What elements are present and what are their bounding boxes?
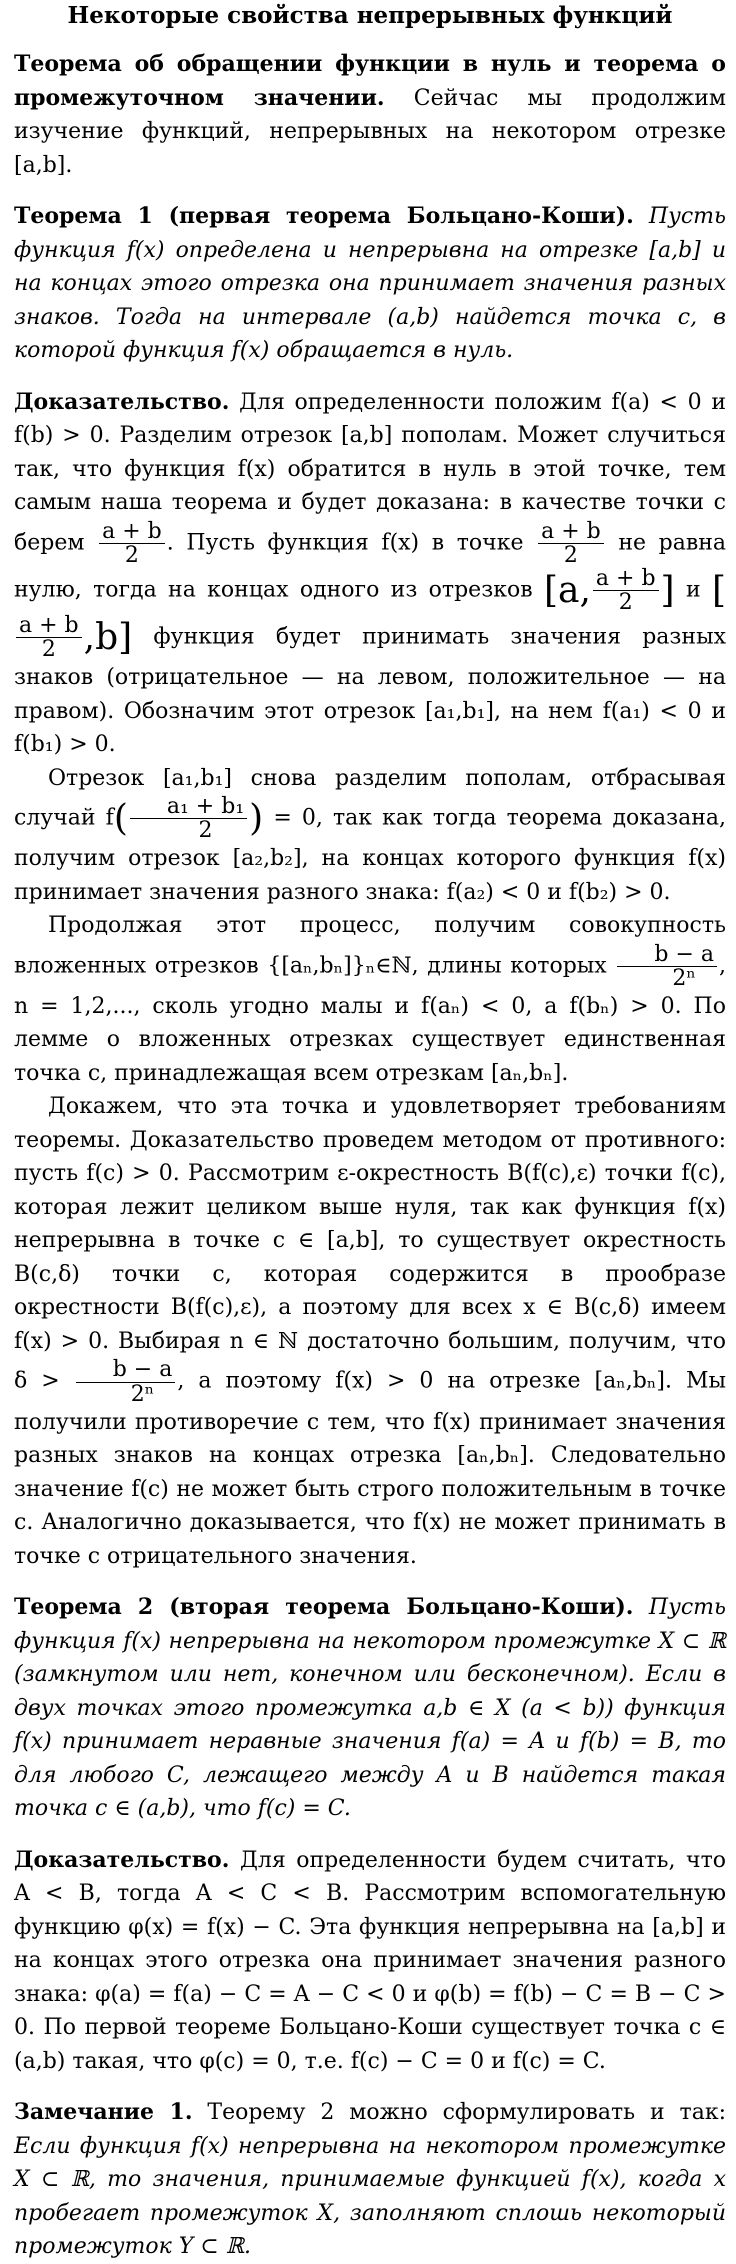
remark-1 bbox=[14, 2096, 726, 2264]
fraction-numerator: b − a bbox=[76, 1358, 176, 1382]
proof-1-text-2b: = 0, так как тогда теорема доказана, получим отрезок [a₂,b₂], на концах которого функция f(x) принимает значения разного знака: f(a₂) < 0 и f(b₂) > 0. bbox=[14, 805, 727, 905]
section-intro-text: Сейчас мы продолжим изучение функций, непрерывных на некотором отрезке [a,b]. bbox=[14, 85, 726, 178]
proof-1-text-4a: Докажем, что эта точка и удовлетворяет требованиям теоремы. Доказательство проведем методом от противного: пусть f(c) > 0. Рассмотрим ε-окрестность B(f(c),ε) точки f(c), которая лежит целиком выше нуля, так как функция f(x) непрерывна в точке c ∈ [a,b], то существует окрестность B(c,δ) точки c, которая содержится в прообразе окрестности B(f(c),ε), а поэтому для всех x ∈ B(c,δ) имеем f(x) > 0. Выбирая n ∈ ℕ достаточно большим, получим, что δ > bbox=[14, 1094, 726, 1395]
theorem-2-heading: Теорема 2 (вторая теорема Больцано-Коши). bbox=[14, 1594, 634, 1621]
proof-1-paragraph-1 bbox=[14, 386, 726, 762]
fraction-a-plus-b-over-2 bbox=[538, 520, 604, 567]
proof-1-text-d: и bbox=[685, 577, 701, 603]
fraction-numerator: a + b bbox=[16, 614, 82, 638]
segment-1-close: ] bbox=[660, 569, 675, 611]
paren-close: ) bbox=[249, 797, 264, 839]
proof-1-text-c: не равна нулю, тогда на концах одного из отрезков bbox=[14, 530, 727, 603]
fraction-a-plus-b-over-2 bbox=[593, 567, 659, 614]
segment-2-open: [ bbox=[711, 569, 727, 611]
segment-1-open: [a, bbox=[543, 569, 591, 611]
theorem-2 bbox=[14, 1591, 726, 1826]
proof-1-text-3a: Продолжая этот процесс, получим совокупность вложенных отрезков {[aₙ,bₙ]}ₙ∈ℕ, длины которых bbox=[14, 913, 726, 979]
fraction-numerator: b − a bbox=[617, 943, 717, 967]
remark-1-text: Теорему 2 можно сформулировать и так: bbox=[207, 2100, 726, 2126]
fraction-numerator: a₁ + b₁ bbox=[130, 795, 247, 819]
remark-1-statement: Если функция f(x) непрерывна на некотором промежутке X ⊂ ℝ, то значения, принимаемые функцией f(x), когда x пробегает промежуток X, заполняют сплошь некоторый промежуток Y ⊂ ℝ. bbox=[14, 2133, 726, 2260]
fraction-denominator: 2 bbox=[41, 636, 56, 662]
fraction-denominator: 2 bbox=[198, 818, 213, 844]
theorem-2-statement: Пусть функция f(x) непрерывна на некотором промежутке X ⊂ ℝ (замкнутом или нет, конечном или бесконечном). Если в двух точках этого промежутка a,b ∈ X (a < b)) функция f(x) принимает неравные значения f(a) = A и f(b) = B, то для любого C, лежащего между A и B найдется такая точка c ∈ (a,b), что f(c) = C. bbox=[14, 1595, 727, 1822]
proof-2 bbox=[14, 1844, 726, 2079]
proof-1-paragraph-3 bbox=[14, 909, 726, 1090]
paren-open: ( bbox=[113, 797, 128, 839]
proof-1-paragraph-4 bbox=[14, 1090, 726, 1573]
proof-1-paragraph-2 bbox=[14, 762, 726, 910]
proof-1-text-e: функция будет принимать значения разных знаков (отрицательное — на левом, положительное — на правом). Обозначим этот отрезок [a₁,b₁], на нем f(a₁) < 0 и f(b₁) > 0. bbox=[14, 624, 727, 758]
fraction-b-minus-a-over-2n bbox=[76, 1358, 176, 1405]
proof-2-label: Доказательство. bbox=[14, 1846, 230, 1873]
fraction-a1-plus-b1-over-2 bbox=[130, 795, 247, 842]
page-title: Некоторые свойства непрерывных функций bbox=[67, 2, 673, 29]
proof-1-label: Доказательство. bbox=[14, 388, 230, 415]
section-heading: Теорема об обращении функции в нуль и теорема о промежуточном значении. bbox=[14, 51, 726, 111]
theorem-1-statement: Пусть функция f(x) определена и непрерывна на отрезке [a,b] и на концах этого отрезка она принимает значения разных знаков. Тогда на интервале (a,b) найдется точка c, в которой функция f(x) обращается в нуль. bbox=[14, 204, 726, 363]
proof-2-text: Для определенности будем считать, что A < B, тогда A < C < B. Рассмотрим вспомогательную функцию φ(x) = f(x) − C. Эта функция непрерывна на [a,b] и на концах этого отрезка она принимает значения разного знака: φ(a) = f(a) − C = A − C < 0 и φ(b) = f(b) − C = B − C > 0. По первой теореме Больцано-Коши существует точка c ∈ (a,b) такая, что φ(c) = 0, т.е. f(c) − C = 0 и f(c) = C. bbox=[14, 1847, 727, 2074]
fraction-numerator: a + b bbox=[99, 520, 165, 544]
proof-1-text-2a: Отрезок [a₁,b₁] снова разделим пополам, отбрасывая случай f bbox=[14, 765, 726, 831]
fraction-numerator: a + b bbox=[538, 520, 604, 544]
segment-2-close: ,b] bbox=[83, 616, 133, 658]
proof-1-text-a: Для определенности положим f(a) < 0 и f(b) > 0. Разделим отрезок [a,b] пополам. Может случиться так, что функция f(x) обратится в нуль в этой точке, тем самым наша теорема и будет доказана: в качестве точки c берем bbox=[14, 389, 726, 556]
proof-1-text-3b: , n = 1,2,..., сколь угодно малы и f(aₙ) < 0, а f(bₙ) > 0. По лемме о вложенных отрезках существует единственная точка c, принадлежащая всем отрезкам [aₙ,bₙ]. bbox=[14, 953, 726, 1086]
fraction-denominator: 2ⁿ bbox=[130, 1381, 155, 1407]
fraction-denominator: 2 bbox=[124, 542, 139, 568]
fraction-denominator: 2 bbox=[563, 542, 578, 568]
theorem-1-heading: Теорема 1 (первая теорема Больцано-Коши). bbox=[14, 203, 634, 229]
fraction-b-minus-a-over-2n bbox=[617, 943, 717, 990]
fraction-numerator: a + b bbox=[593, 567, 659, 591]
fraction-a-plus-b-over-2 bbox=[16, 614, 82, 661]
proof-1-text-b: . Пусть функция f(x) в точке bbox=[166, 530, 524, 556]
section-intro bbox=[14, 48, 726, 182]
fraction-a-plus-b-over-2 bbox=[99, 520, 165, 567]
remark-1-heading: Замечание 1. bbox=[14, 2099, 193, 2126]
theorem-1 bbox=[14, 200, 726, 368]
proof-1-text-4b: , а поэтому f(x) > 0 на отрезке [aₙ,bₙ]. Мы получили противоречие с тем, что f(x) принимает значения разных знаков на концах отрезка [aₙ,bₙ]. Следовательно значение f(c) не может быть строго положительным в точке c. Аналогично доказывается, что f(x) не может принимать в точке c отрицательного значения. bbox=[14, 1369, 727, 1569]
fraction-denominator: 2ⁿ bbox=[672, 965, 696, 991]
fraction-denominator: 2 bbox=[618, 589, 633, 615]
